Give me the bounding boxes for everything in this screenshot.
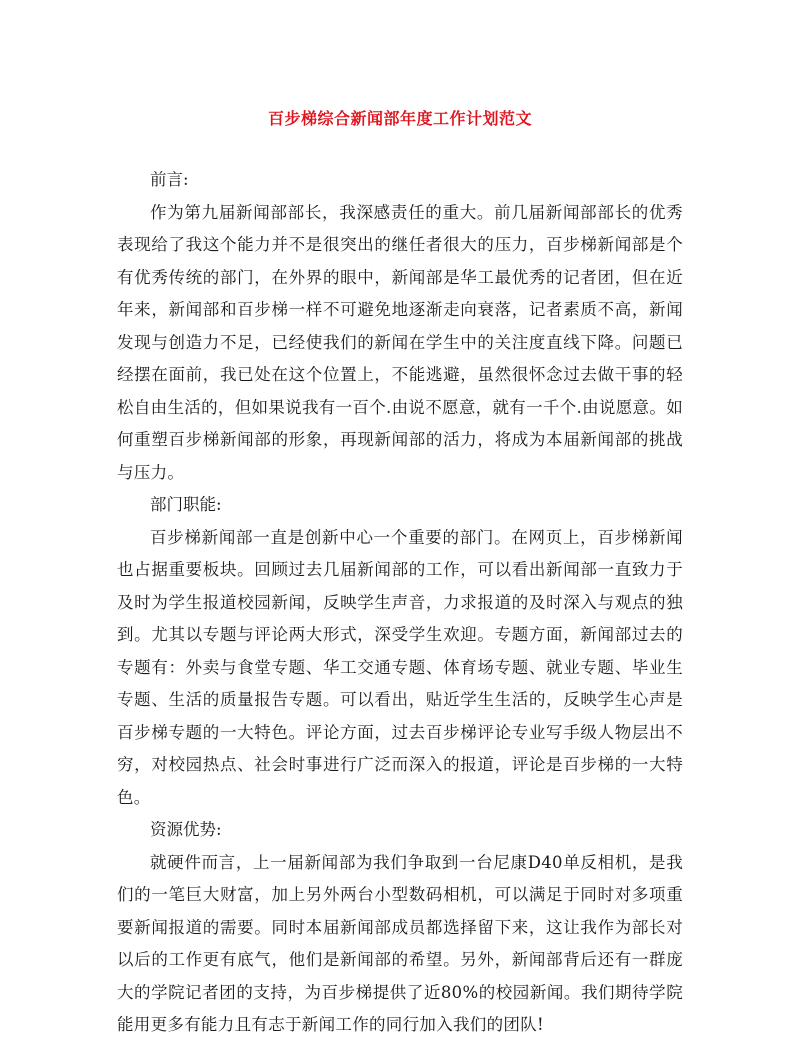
document-title: 百步梯综合新闻部年度工作计划范文 bbox=[267, 109, 532, 128]
section-heading-department-function: 部门职能: bbox=[150, 495, 222, 514]
document-body bbox=[117, 164, 683, 1042]
section-paragraph-resource-advantages: 就硬件而言，上一届新闻部为我们争取到一台尼康D40单反相机，是我们的一笔巨大财富，加上另外两台小型数码相机，可以满足于同时对多项重要新闻报道的需要。同时本届新闻部成员都选择留下来，这让我作为部长对以后的工作更有底气，他们是新闻部的希望。另外，新闻部背后还有一群庞大的学院记者团的支持，为百步梯提供了近80%的校园新闻。我们期待学院能用更多有能力且有志于新闻工作的同行加入我们的团队! bbox=[117, 852, 683, 1034]
section-heading-preface: 前言: bbox=[150, 170, 189, 189]
section-paragraph-department-function: 百步梯新闻部一直是创新中心一个重要的部门。在网页上，百步梯新闻也占据重要板块。回顾过去几届新闻部的工作，可以看出新闻部一直致力于及时为学生报道校园新闻，反映学生声音，力求报道的及时深入与观点的独到。尤其以专题与评论两大形式，深受学生欢迎。专题方面，新闻部过去的专题有：外卖与食堂专题、华工交通专题、体育场专题、就业专题、毕业生专题、生活的质量报告专题。可以看出，贴近学生生活的，反映学生心声是百步梯专题的一大特色。评论方面，过去百步梯评论专业写手级人物层出不穷，对校园热点、社会时事进行广泛而深入的报道，评论是百步梯的一大特色。 bbox=[117, 527, 683, 807]
section-paragraph-preface: 作为第九届新闻部部长，我深感责任的重大。前几届新闻部部长的优秀表现给了我这个能力并不是很突出的继任者很大的压力，百步梯新闻部是个有优秀传统的部门，在外界的眼中，新闻部是华工最优秀的记者团，但在近年来，新闻部和百步梯一样不可避免地逐渐走向衰落，记者素质不高，新闻发现与创造力不足，已经使我们的新闻在学生中的关注度直线下降。问题已经摆在面前，我已处在这个位置上，不能逃避，虽然很怀念过去做干事的轻松自由生活的，但如果说我有一百个.由说不愿意，就有一千个.由说愿意。如何重塑百步梯新闻部的形象，再现新闻部的活力，将成为本届新闻部的挑战与压力。 bbox=[117, 202, 683, 482]
section-heading-resource-advantages: 资源优势: bbox=[150, 820, 222, 839]
